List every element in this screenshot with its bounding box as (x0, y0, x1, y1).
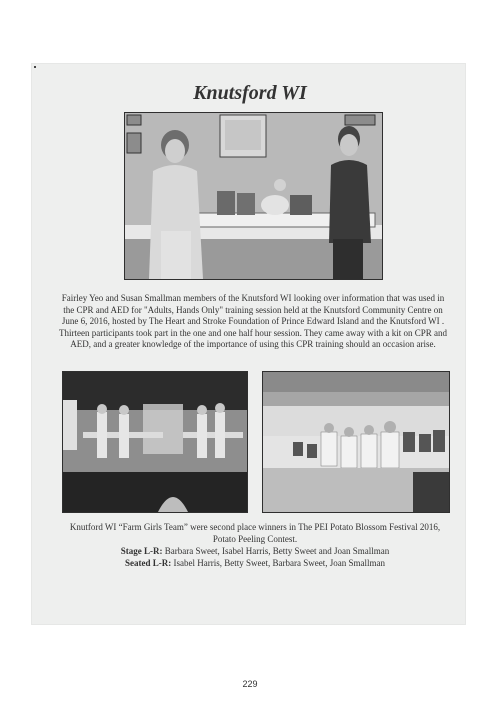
page-title: Knutsford WI (193, 82, 307, 104)
stage-label: Stage L-R: (120, 546, 163, 556)
scan-mark (34, 66, 36, 68)
seated-label: Seated L-R: (125, 558, 172, 568)
caption-seated-line (62, 557, 448, 569)
caption-contest-line: Knutford WI “Farm Girls Team” were second place winners in The PEI Potato Blossom Festival 2016, Potato Peeling Contest. (69, 522, 441, 544)
page-number: 229 (242, 679, 258, 689)
photo-stage-team (62, 371, 248, 513)
caption-cpr: Fairley Yeo and Susan Smallman members of the Knutsford WI looking over information that was used in the CPR and AED for "Adults, Hands Only" training session held at the Knutsford Community Centre on June 6, 2016, hosted by The Heart and Stroke Foundation of Prince Edward Island and the Knutsford WI . Thirteen participants took part in the one and one half hour session. They came away with a kit on CPR and AED, and a greater knowledge of the importance of using this CPR training should an occasion arise. (59, 293, 447, 349)
photo-seated-team (262, 371, 450, 513)
caption-potato-contest (62, 521, 448, 569)
seated-names: Isabel Harris, Betty Sweet, Barbara Sweet, Joan Smallman (171, 558, 385, 568)
photo-cpr-training (124, 112, 383, 280)
caption-stage-line (62, 545, 448, 557)
stage-names: Barbara Sweet, Isabel Harris, Betty Sweet and Joan Smallman (162, 546, 390, 556)
